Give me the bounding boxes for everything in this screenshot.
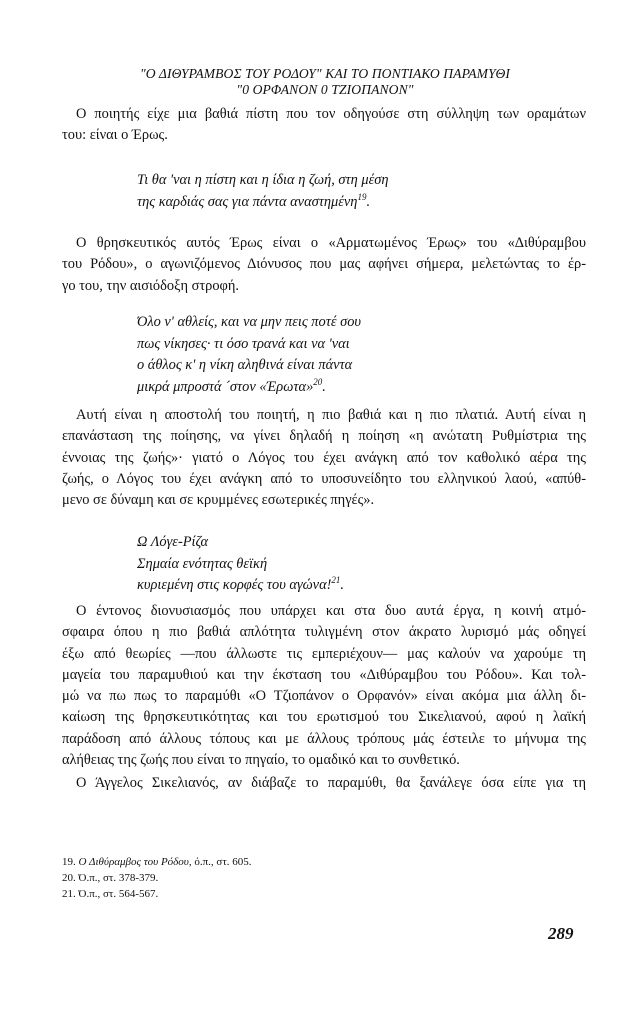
footnote [62,854,252,870]
poem-line: ο άθλος κ' η νίκη αληθινά είναι πάντα [137,357,353,373]
poem-line [137,192,389,214]
poem-line-end: . [340,577,345,593]
text-line: Ο ποιητής είχε μια βαθιά πίστη που τον οδηγούσε στη σύλληψη των οραμάτων [76,106,586,122]
poem-line [137,377,361,399]
text-line: έννοιας της ζωής»· γιατό ο Λόγος του έχει ανάγκη από τον καθολικό αέρα της [62,449,586,466]
footnote-number: 19. [62,856,76,868]
footnote-text: Ό.π., στ. 378-379. [78,872,159,884]
footnote-ref: 20 [313,376,323,387]
text-line: σφαιρα όπου η πιο βαθιά απλότητα τυλιγμένη στον άκρατο λυρισμό μάς οδηγεί [62,624,586,641]
footnote [62,886,252,902]
poem-line: Σημαία ενότητας θεϊκή [137,555,268,572]
footnote-number: 20. [62,872,76,884]
poem-line [137,575,344,597]
page-number: 289 [548,924,574,943]
chapter-title [60,66,590,98]
text-line: μαγεία του παραμυθιού και την έκσταση του «Διθύραμβου του Ρόδου». Και τολ- [62,666,586,683]
poem-line: Όλο ν' αθλείς, και να μην πεις ποτέ σου [137,314,362,330]
text-line: του: είναι ο Έρως. [62,127,168,144]
text-line: έξω από θεωρίες —που άλλωστε τις εμπεριέχουν— μας καλούν να χαρούμε τη [62,645,586,662]
paragraph-4 [62,601,586,771]
footnote-number: 21. [62,888,76,900]
footnotes [62,854,252,902]
paragraph-1 [62,104,586,147]
poem-line-end: . [322,378,326,395]
footnote-ref: 21 [331,575,341,586]
footnote-ref: 19 [357,191,367,202]
poem-quote-2 [137,312,361,398]
poem-line: Ω Λόγε-Ρίζα [137,534,209,550]
text-line: επανάσταση της ποίησης, να γίνει δηλαδή η ποίηση «η ανώτατη Ρυθμίστρια της [62,428,586,445]
poem-line-text: μικρά μπροστά ´στον «Έρωτα» [137,378,314,395]
text-line: Ο έντονος διονυσιασμός που υπάρχει και στα δυο αυτά έργα, η κοινή ατμό- [76,603,586,619]
paragraph-2 [62,233,586,297]
text-line: παράδοση από άλλους τόπους και με άλλους τρόπους μάς έστειλε το μήνυμα της [62,730,586,747]
poem-line-text: κυριεμένη στις κορφές του αγώνα! [137,577,332,593]
text-line: καίωση της θρησκευτικότητας και του ερωτισμού του Σικελιανού, αφού η λαϊκή [62,709,586,726]
text-line: του Ρόδου», ο αγωνιζόμενος Διόνυσος που μας αφήνει σήμερα, μελετώντας το έρ- [62,256,586,273]
text-line: Αυτή είναι η αποστολή του ποιητή, η πιο βαθιά και η πιο πλατιά. Αυτή είναι η [76,407,586,423]
title-line-2: "0 ΟΡΦΑΝΟΝ 0 ΤΖΙΟΠΑΝΟΝ" [236,82,414,97]
poem-quote-1 [137,170,389,213]
poem-line-text: της καρδιάς σας για πάντα αναστημένη [137,193,358,210]
poem-quote-3 [137,532,344,597]
text-line: αλήθειας της ζωής που είναι το πηγαίο, το ομαδικό και το συνθετικό. [62,752,460,769]
text-line: μενο σε δύναμη και σε κρυμμένες εσωτερικές πηγές». [62,492,375,509]
text-line: ζωής, ο Λόγος του έχει ανάγκη από το υποσυνείδητο του ελληνικού λαού, «απύθ- [62,470,586,487]
text-line: μώ να πω πως το παραμύθι «Ο Τζιοπάνον ο Ορφανόν» είναι ακόμα μια άλλη δι- [62,688,586,705]
poem-line: Τι θα 'ναι η πίστη και η ίδια η ζωή, στη μέση [137,172,389,188]
paragraph-5 [62,773,586,794]
poem-line: πως νίκησες· τι όσο τρανά και να 'ναι [137,335,350,352]
text-line: γο του, την αισιόδοξη στροφή. [62,277,239,294]
text-line: Ο θρησκευτικός αυτός Έρως είναι ο «Αρματωμένος Έρως» του «Διθύραμβου [76,235,586,251]
text-line: Ο Άγγελος Σικελιανός, αν διάβαζε το παραμύθι, θα ξανάλεγε όσα είπε για τη [76,775,586,791]
poem-line-end: . [366,193,371,210]
footnote-title: Ο Διθύραμβος του Ρόδου [78,856,189,868]
footnote [62,870,252,886]
paragraph-3 [62,405,586,511]
footnote-text: Ό.π., στ. 564-567. [78,888,159,900]
title-line-1: "Ο ΔΙΘΥΡΑΜΒΟΣ ΤΟΥ ΡΟΔΟΥ" ΚΑΙ ΤΟ ΠΟΝΤΙΑΚΟ ΠΑΡΑΜΥΘΙ [139,66,511,81]
footnote-text: , ό.π., στ. 605. [188,856,252,868]
